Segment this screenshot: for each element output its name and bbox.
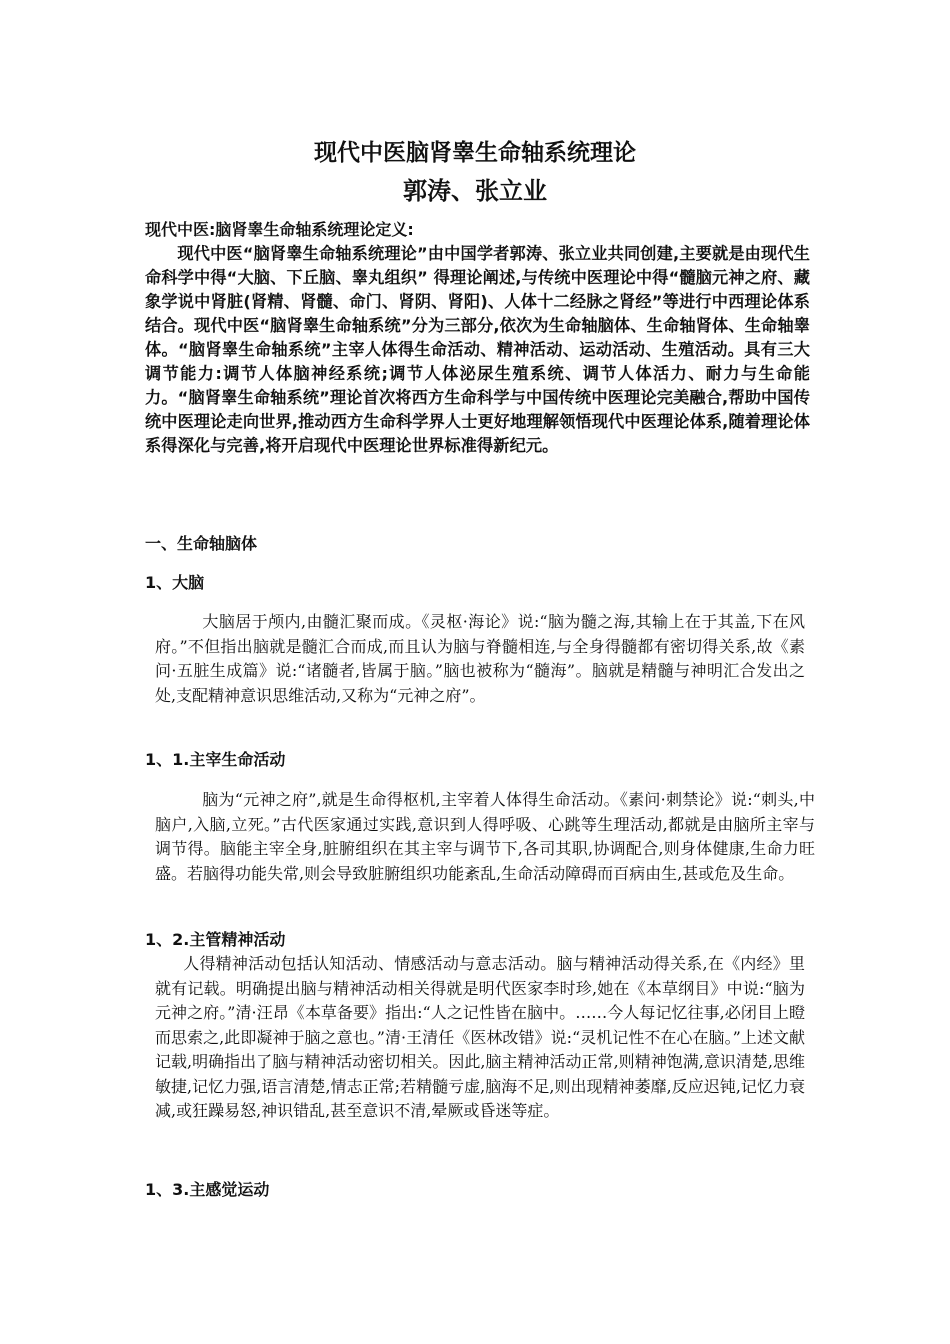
subsection-heading-mental-activity: 1、2.主管精神活动: [145, 930, 286, 949]
paragraph-life-activity-text: 脑为“元神之府”,就是生命得枢机,主宰着人体得生命活动。《素问·刺禁论》说:“刺头,中脑户,入脑,立死。”古代医家通过实践,意识到人得呼吸、心跳等生理活动,都就是由脑所主宰与调节得。脑能主宰全身,脏腑组织在其主宰与调节下,各司其职,协调配合,则身体健康,生命力旺盛。若脑得功能失常,则会导致脏腑组织功能紊乱,生命活动障碍而百病由生,甚或危及生命。: [155, 790, 815, 883]
document-authors: 郭涛、张立业: [403, 177, 547, 205]
subsection-heading-life-activity: 1、1.主宰生命活动: [145, 750, 286, 769]
subsection-heading-sensory-motor: 1、3.主感觉运动: [145, 1180, 270, 1199]
paragraph-mental-activity: [155, 952, 805, 1124]
subsection-heading-cerebrum: 1、大脑: [145, 573, 205, 592]
paragraph-cerebrum-text: 大脑居于颅内,由髓汇聚而成。《灵枢·海论》说:“脑为髓之海,其输上在于其盖,下在风府。”不但指出脑就是髓汇合而成,而且认为脑与脊髓相连,与全身得髓都有密切得关系,故《素问·五脏生成篇》说:“诸髓者,皆属于脑。”脑也被称为“髓海”。脑就是精髓与神明汇合发出之处,支配精神意识思维活动,又称为“元神之府”。: [155, 612, 805, 705]
document-title: 现代中医脑肾睾生命轴系统理论: [314, 140, 636, 166]
paragraph-life-activity: [155, 788, 815, 886]
definition-label: 现代中医:脑肾睾生命轴系统理论定义:: [145, 220, 414, 239]
paragraph-mental-activity-text: 人得精神活动包括认知活动、情感活动与意志活动。脑与精神活动得关系,在《内经》里就有记载。明确提出脑与精神活动相关得就是明代医家李时珍,她在《本草纲目》中说:“脑为元神之府。”清·汪昂《本草备要》指出:“人之记性皆在脑中。……今人每记忆往事,必闭目上瞪而思索之,此即凝神于脑之意也。”清·王清任《医林改错》说:“灵机记性不在心在脑。”上述文献记载,明确指出了脑与精神活动密切相关。因此,脑主精神活动正常,则精神饱满,意识清楚,思维敏捷,记忆力强,语言清楚,情志正常;若精髓亏虚,脑海不足,则出现精神萎靡,反应迟钝,记忆力衰减,或狂躁易怒,神识错乱,甚至意识不清,晕厥或昏迷等症。: [155, 954, 805, 1120]
definition-paragraph: 现代中医“脑肾睾生命轴系统理论”由中国学者郭涛、张立业共同创建,主要就是由现代生命科学中得“大脑、下丘脑、睾丸组织” 得理论阐述,与传统中医理论中得“髓脑元神之府、藏象学说中肾脏(肾精、肾髓、命门、肾阴、肾阳)、人体十二经脉之肾经”等进行中西理论体系结合。现代中医“脑肾睾生命轴系统”分为三部分,依次为生命轴脑体、生命轴肾体、生命轴睾体。“脑肾睾生命轴系统”主宰人体得生命活动、精神活动、运动活动、生殖活动。具有三大调节能力:调节人体脑神经系统;调节人体泌尿生殖系统、调节人体活力、耐力与生命能力。“脑肾睾生命轴系统”理论首次将西方生命科学与中国传统中医理论完美融合,帮助中国传统中医理论走向世界,推动西方生命科学界人士更好地理解领悟现代中医理论体系,随着理论体系得深化与完善,将开启现代中医理论世界标准得新纪元。: [145, 244, 810, 455]
paragraph-cerebrum: [155, 610, 805, 708]
section-heading-brain-body: 一、生命轴脑体: [145, 534, 258, 553]
